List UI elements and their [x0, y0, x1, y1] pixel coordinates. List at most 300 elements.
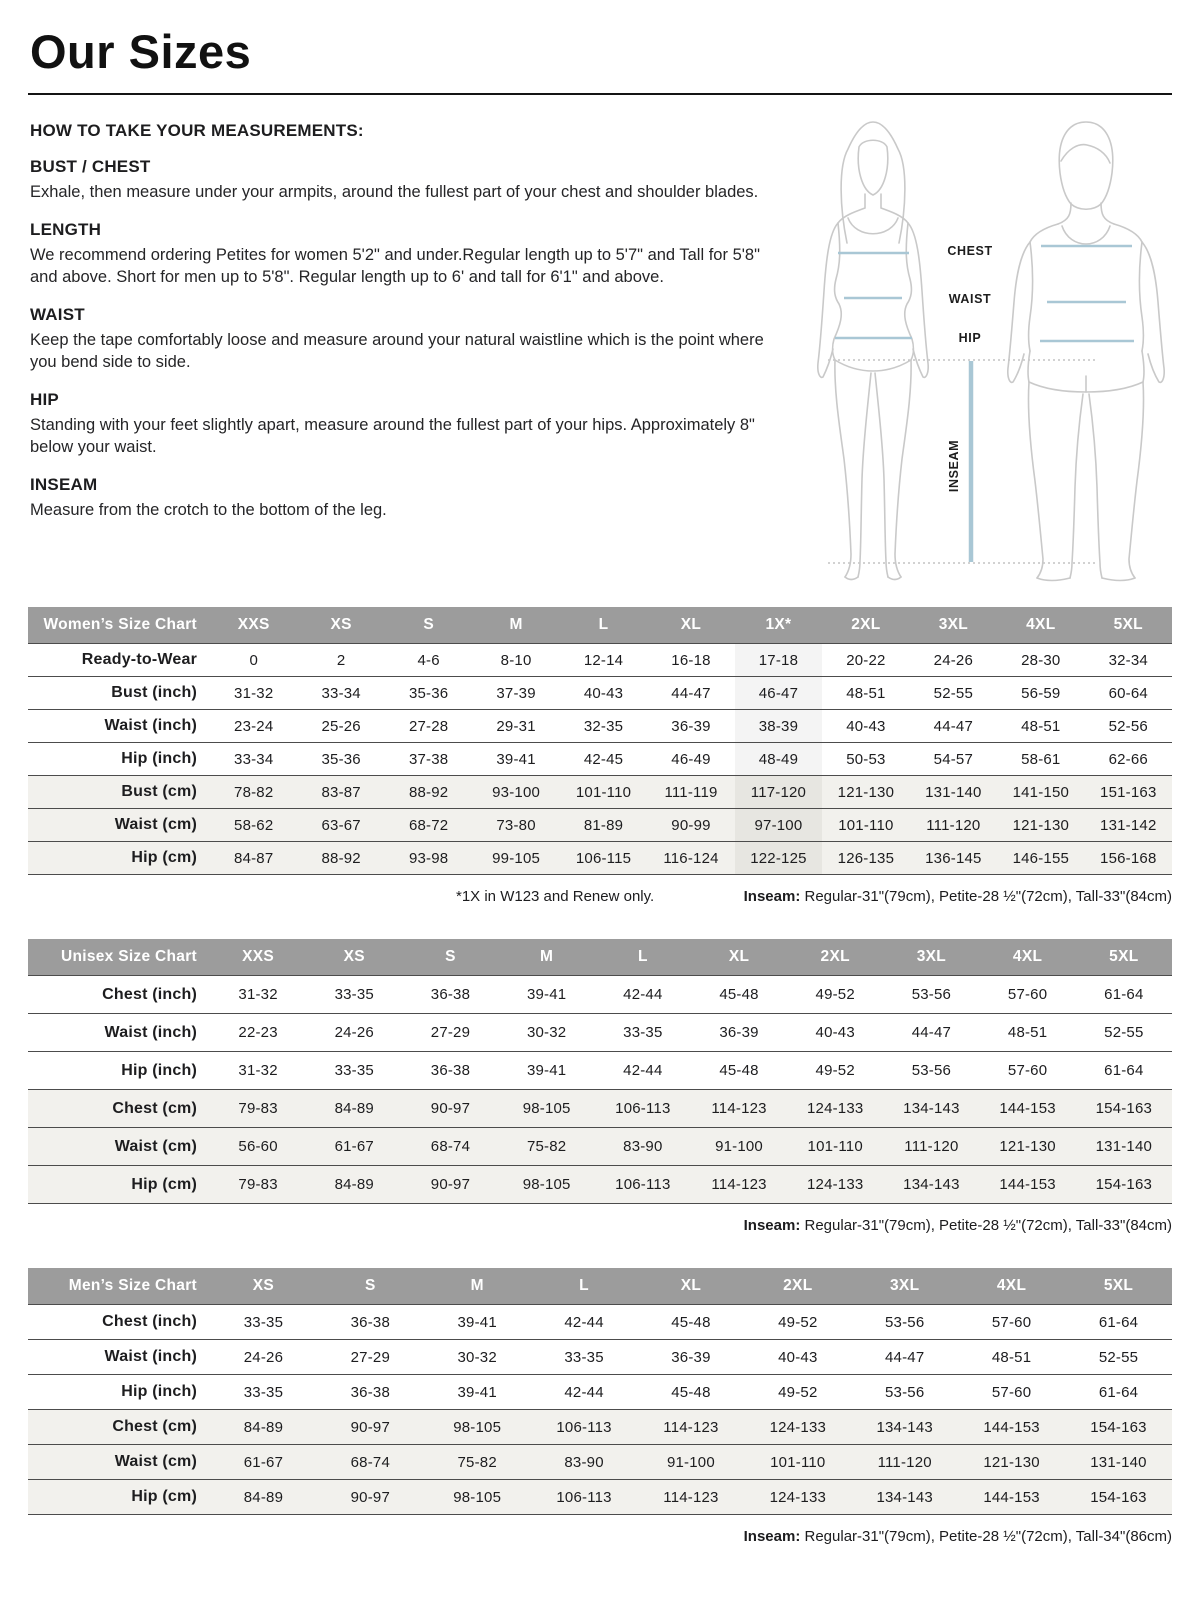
size-cell: 48-51	[980, 1014, 1076, 1052]
size-cell: 121-130	[980, 1128, 1076, 1166]
size-cell: 90-99	[647, 809, 734, 842]
size-cell: 52-55	[1076, 1014, 1172, 1052]
size-cell: 154-163	[1076, 1090, 1172, 1128]
size-cell: 58-61	[997, 743, 1084, 776]
size-cell: 53-56	[883, 976, 979, 1014]
table-row	[28, 1052, 1172, 1090]
size-cell: 40-43	[560, 677, 647, 710]
inseam-footnote-text: Regular-31"(79cm), Petite-28 ½"(72cm), Tall-34"(86cm)	[800, 1528, 1172, 1545]
instruction-body: Keep the tape comfortably loose and measure around your natural waistline which is the point where you bend side to side.	[30, 330, 764, 371]
table-row	[28, 809, 1172, 842]
size-cell: 28-30	[997, 644, 1084, 677]
size-cell: 52-55	[1065, 1340, 1172, 1375]
size-cell: 90-97	[402, 1090, 498, 1128]
size-cell: 54-57	[910, 743, 997, 776]
size-cell: 114-123	[691, 1090, 787, 1128]
size-cell: 39-41	[424, 1305, 531, 1340]
size-cell: 38-39	[735, 710, 822, 743]
size-cell: 44-47	[647, 677, 734, 710]
size-cell: 134-143	[883, 1166, 979, 1204]
size-column-header: L	[531, 1268, 638, 1305]
instruction-title: LENGTH	[30, 219, 102, 239]
size-cell: 52-55	[910, 677, 997, 710]
size-cell: 36-38	[317, 1375, 424, 1410]
size-cell: 49-52	[787, 1052, 883, 1090]
size-cell: 40-43	[822, 710, 909, 743]
row-label: Hip (inch)	[28, 1375, 210, 1410]
size-cell: 98-105	[424, 1410, 531, 1445]
size-cell: 106-113	[595, 1166, 691, 1204]
size-cell: 78-82	[210, 776, 297, 809]
size-cell: 53-56	[851, 1375, 958, 1410]
size-cell: 53-56	[883, 1052, 979, 1090]
size-column-header: XS	[306, 939, 402, 976]
size-column-header: 2XL	[822, 607, 909, 644]
size-cell: 111-120	[851, 1445, 958, 1480]
table-title: Unisex Size Chart	[28, 939, 210, 976]
table-row	[28, 1375, 1172, 1410]
row-label: Bust (inch)	[28, 677, 210, 710]
size-cell: 93-98	[385, 842, 472, 875]
instruction-title: HIP	[30, 389, 59, 409]
size-cell: 131-142	[1085, 809, 1172, 842]
size-column-header: 4XL	[980, 939, 1076, 976]
size-column-header: 4XL	[997, 607, 1084, 644]
size-column-header: M	[424, 1268, 531, 1305]
instruction-inseam	[28, 475, 788, 522]
size-cell: 27-29	[402, 1014, 498, 1052]
size-column-header: 3XL	[910, 607, 997, 644]
size-cell: 33-35	[306, 1052, 402, 1090]
measurement-diagram	[788, 111, 1168, 593]
size-column-header: XXS	[210, 607, 297, 644]
size-cell: 144-153	[980, 1090, 1076, 1128]
size-cell: 84-87	[210, 842, 297, 875]
size-cell: 106-113	[531, 1480, 638, 1515]
size-cell: 124-133	[787, 1166, 883, 1204]
size-cell: 42-44	[531, 1305, 638, 1340]
size-cell: 27-29	[317, 1340, 424, 1375]
size-cell: 98-105	[499, 1090, 595, 1128]
size-cell: 0	[210, 644, 297, 677]
size-cell: 36-38	[402, 1052, 498, 1090]
size-cell: 136-145	[910, 842, 997, 875]
size-cell: 121-130	[958, 1445, 1065, 1480]
size-cell: 39-41	[499, 976, 595, 1014]
size-cell: 61-67	[210, 1445, 317, 1480]
size-cell: 33-35	[210, 1375, 317, 1410]
size-cell: 25-26	[297, 710, 384, 743]
size-column-header: XL	[647, 607, 734, 644]
size-cell: 46-49	[647, 743, 734, 776]
size-cell: 48-51	[997, 710, 1084, 743]
size-column-header: S	[385, 607, 472, 644]
size-cell: 79-83	[210, 1166, 306, 1204]
size-column-header: 3XL	[883, 939, 979, 976]
size-cell: 154-163	[1065, 1480, 1172, 1515]
size-cell: 61-64	[1076, 1052, 1172, 1090]
size-cell: 75-82	[424, 1445, 531, 1480]
spacer	[28, 1244, 1172, 1254]
size-cell: 58-62	[210, 809, 297, 842]
size-cell: 35-36	[297, 743, 384, 776]
header-row	[28, 607, 1172, 644]
row-label: Waist (cm)	[28, 1445, 210, 1480]
size-cell: 42-44	[595, 1052, 691, 1090]
size-cell: 39-41	[472, 743, 559, 776]
size-cell: 121-130	[997, 809, 1084, 842]
size-cell: 44-47	[851, 1340, 958, 1375]
row-label: Waist (inch)	[28, 710, 210, 743]
size-cell: 90-97	[317, 1480, 424, 1515]
row-label: Chest (inch)	[28, 1305, 210, 1340]
size-cell: 56-59	[997, 677, 1084, 710]
size-cell: 61-67	[306, 1128, 402, 1166]
size-cell: 101-110	[787, 1128, 883, 1166]
size-cell: 36-39	[638, 1340, 745, 1375]
header-row	[28, 1268, 1172, 1305]
instruction-body: Measure from the crotch to the bottom of the leg.	[30, 500, 387, 519]
size-cell: 73-80	[472, 809, 559, 842]
size-cell: 50-53	[822, 743, 909, 776]
size-cell: 151-163	[1085, 776, 1172, 809]
size-column-header: 2XL	[787, 939, 883, 976]
size-cell: 141-150	[997, 776, 1084, 809]
size-column-header: 3XL	[851, 1268, 958, 1305]
size-cell: 23-24	[210, 710, 297, 743]
row-label: Ready-to-Wear	[28, 644, 210, 677]
size-cell: 44-47	[883, 1014, 979, 1052]
size-column-header: XS	[210, 1268, 317, 1305]
table-row	[28, 1014, 1172, 1052]
size-cell: 46-47	[735, 677, 822, 710]
size-column-header: XL	[691, 939, 787, 976]
table-row	[28, 710, 1172, 743]
inseam-footnote	[744, 1528, 1172, 1545]
size-column-header: 5XL	[1065, 1268, 1172, 1305]
size-cell: 31-32	[210, 1052, 306, 1090]
size-cell: 68-74	[317, 1445, 424, 1480]
size-cell: 83-90	[595, 1128, 691, 1166]
size-cell: 122-125	[735, 842, 822, 875]
female-figure-icon	[818, 122, 928, 580]
size-cell: 68-72	[385, 809, 472, 842]
table-row	[28, 1166, 1172, 1204]
row-label: Waist (inch)	[28, 1014, 210, 1052]
size-cell: 99-105	[472, 842, 559, 875]
size-cell: 27-28	[385, 710, 472, 743]
size-cell: 111-119	[647, 776, 734, 809]
row-label: Hip (cm)	[28, 1166, 210, 1204]
size-cell: 154-163	[1065, 1410, 1172, 1445]
inseam-footnote-text: Regular-31"(79cm), Petite-28 ½"(72cm), Tall-33"(84cm)	[800, 1217, 1172, 1234]
size-cell: 111-120	[883, 1128, 979, 1166]
size-cell: 42-44	[531, 1375, 638, 1410]
size-cell: 48-51	[822, 677, 909, 710]
size-cell: 114-123	[638, 1410, 745, 1445]
size-cell: 63-67	[297, 809, 384, 842]
size-cell: 36-39	[647, 710, 734, 743]
size-cell: 68-74	[402, 1128, 498, 1166]
size-cell: 124-133	[787, 1090, 883, 1128]
table-row	[28, 776, 1172, 809]
size-cell: 156-168	[1085, 842, 1172, 875]
instruction-bust-chest	[28, 157, 788, 204]
size-cell: 49-52	[744, 1375, 851, 1410]
size-cell: 48-49	[735, 743, 822, 776]
size-cell: 39-41	[499, 1052, 595, 1090]
size-cell: 35-36	[385, 677, 472, 710]
size-cell: 48-51	[958, 1340, 1065, 1375]
size-cell: 90-97	[317, 1410, 424, 1445]
size-cell: 84-89	[210, 1480, 317, 1515]
size-cell: 33-35	[595, 1014, 691, 1052]
instruction-waist	[28, 305, 788, 374]
size-column-header: M	[499, 939, 595, 976]
inseam-footnote	[744, 888, 1172, 905]
mens-chart-footnotes	[28, 1528, 1172, 1545]
size-column-header: XS	[297, 607, 384, 644]
womens-chart-footnotes	[28, 888, 1172, 905]
instruction-body: Exhale, then measure under your armpits, around the fullest part of your chest and shoulder blades.	[30, 183, 759, 201]
size-cell: 154-163	[1076, 1166, 1172, 1204]
size-cell: 24-26	[210, 1340, 317, 1375]
size-column-header: 1X*	[735, 607, 822, 644]
size-cell: 45-48	[691, 976, 787, 1014]
row-label: Waist (inch)	[28, 1340, 210, 1375]
size-cell: 24-26	[306, 1014, 402, 1052]
instruction-body: Standing with your feet slightly apart, measure around the fullest part of your hips. Approximately 8" below your waist.	[30, 415, 755, 456]
table-row	[28, 644, 1172, 677]
instruction-title: BUST / CHEST	[30, 157, 151, 176]
table-row	[28, 1128, 1172, 1166]
size-cell: 98-105	[499, 1166, 595, 1204]
size-cell: 16-18	[647, 644, 734, 677]
size-cell: 33-35	[210, 1305, 317, 1340]
size-cell: 37-38	[385, 743, 472, 776]
size-cell: 121-130	[822, 776, 909, 809]
size-cell: 33-34	[297, 677, 384, 710]
size-cell: 12-14	[560, 644, 647, 677]
size-cell: 29-31	[472, 710, 559, 743]
table-row	[28, 1090, 1172, 1128]
size-cell: 106-113	[531, 1410, 638, 1445]
size-column-header: L	[595, 939, 691, 976]
row-label: Chest (cm)	[28, 1410, 210, 1445]
size-cell: 20-22	[822, 644, 909, 677]
size-cell: 32-35	[560, 710, 647, 743]
page-title: Our Sizes	[30, 25, 252, 78]
table-title: Men’s Size Chart	[28, 1268, 210, 1305]
size-cell: 49-52	[787, 976, 883, 1014]
body-figures-illustration	[788, 111, 1168, 593]
size-cell: 131-140	[1065, 1445, 1172, 1480]
size-cell: 106-115	[560, 842, 647, 875]
size-cell: 84-89	[306, 1090, 402, 1128]
measurements-section	[28, 111, 1172, 593]
size-cell: 83-90	[531, 1445, 638, 1480]
size-cell: 42-44	[595, 976, 691, 1014]
size-cell: 93-100	[472, 776, 559, 809]
size-cell: 33-35	[306, 976, 402, 1014]
size-cell: 61-64	[1065, 1305, 1172, 1340]
size-cell: 134-143	[851, 1480, 958, 1515]
size-cell: 45-48	[691, 1052, 787, 1090]
inseam-footnote-label: Inseam:	[743, 888, 801, 905]
size-cell: 60-64	[1085, 677, 1172, 710]
size-cell: 116-124	[647, 842, 734, 875]
row-label: Chest (cm)	[28, 1090, 210, 1128]
row-label: Bust (cm)	[28, 776, 210, 809]
size-cell: 22-23	[210, 1014, 306, 1052]
table-row	[28, 743, 1172, 776]
size-cell: 114-123	[638, 1480, 745, 1515]
title-divider	[28, 93, 1172, 95]
male-figure-icon	[1008, 122, 1164, 581]
size-column-header: S	[402, 939, 498, 976]
size-cell: 36-38	[402, 976, 498, 1014]
row-label: Waist (cm)	[28, 1128, 210, 1166]
size-cell: 81-89	[560, 809, 647, 842]
size-column-header: XL	[638, 1268, 745, 1305]
size-cell: 57-60	[980, 976, 1076, 1014]
size-column-header: S	[317, 1268, 424, 1305]
size-cell: 24-26	[910, 644, 997, 677]
size-cell: 88-92	[385, 776, 472, 809]
size-cell: 33-34	[210, 743, 297, 776]
row-label: Hip (cm)	[28, 842, 210, 875]
instruction-length	[28, 220, 788, 289]
size-cell: 124-133	[744, 1410, 851, 1445]
unisex-size-chart	[28, 939, 1172, 1204]
size-cell: 45-48	[638, 1375, 745, 1410]
size-cell: 17-18	[735, 644, 822, 677]
size-cell: 144-153	[958, 1480, 1065, 1515]
size-cell: 83-87	[297, 776, 384, 809]
table-row	[28, 842, 1172, 875]
size-column-header: 5XL	[1085, 607, 1172, 644]
size-cell: 32-34	[1085, 644, 1172, 677]
measurement-instructions	[28, 111, 788, 593]
hip-label: HIP	[958, 331, 982, 345]
size-cell: 117-120	[735, 776, 822, 809]
1x-footnote: *1X in W123 and Renew only.	[456, 888, 655, 905]
size-cell: 45-48	[638, 1305, 745, 1340]
size-cell: 61-64	[1076, 976, 1172, 1014]
size-cell: 40-43	[744, 1340, 851, 1375]
size-cell: 101-110	[822, 809, 909, 842]
unisex-chart-footnotes	[28, 1217, 1172, 1234]
size-cell: 62-66	[1085, 743, 1172, 776]
instruction-title: WAIST	[30, 304, 85, 324]
size-cell: 8-10	[472, 644, 559, 677]
size-cell: 31-32	[210, 976, 306, 1014]
size-cell: 134-143	[883, 1090, 979, 1128]
size-cell: 44-47	[910, 710, 997, 743]
inseam-footnote-text: Regular-31"(79cm), Petite-28 ½"(72cm), Tall-33"(84cm)	[800, 888, 1172, 905]
instructions-heading: HOW TO TAKE YOUR MEASUREMENTS:	[30, 121, 364, 140]
inseam-label: INSEAM	[947, 439, 961, 493]
size-cell: 52-56	[1085, 710, 1172, 743]
size-cell: 101-110	[744, 1445, 851, 1480]
size-cell: 39-41	[424, 1375, 531, 1410]
size-cell: 57-60	[958, 1305, 1065, 1340]
row-label: Waist (cm)	[28, 809, 210, 842]
size-cell: 36-39	[691, 1014, 787, 1052]
inseam-footnote-label: Inseam:	[743, 1217, 801, 1234]
size-cell: 31-32	[210, 677, 297, 710]
size-cell: 91-100	[691, 1128, 787, 1166]
table-row	[28, 976, 1172, 1014]
instruction-hip	[28, 390, 788, 459]
size-cell: 2	[297, 644, 384, 677]
size-cell: 4-6	[385, 644, 472, 677]
instruction-body: We recommend ordering Petites for women 5'2" and under.Regular length up to 5'7" and Tall for 5'8" and above. Short for men up to 5'8". Regular length up to 6' and tall for 6'1" and above.	[30, 245, 760, 286]
table-row	[28, 1305, 1172, 1340]
instruction-title: INSEAM	[30, 474, 98, 494]
table-row	[28, 1445, 1172, 1480]
size-cell: 90-97	[402, 1166, 498, 1204]
row-label: Hip (inch)	[28, 743, 210, 776]
size-cell: 91-100	[638, 1445, 745, 1480]
row-label: Hip (inch)	[28, 1052, 210, 1090]
size-cell: 106-113	[595, 1090, 691, 1128]
size-cell: 84-89	[210, 1410, 317, 1445]
size-column-header: XXS	[210, 939, 306, 976]
size-cell: 131-140	[1076, 1128, 1172, 1166]
size-cell: 30-32	[499, 1014, 595, 1052]
size-cell: 98-105	[424, 1480, 531, 1515]
size-cell: 144-153	[958, 1410, 1065, 1445]
size-column-header: M	[472, 607, 559, 644]
size-cell: 61-64	[1065, 1375, 1172, 1410]
spacer	[28, 915, 1172, 925]
size-cell: 134-143	[851, 1410, 958, 1445]
row-label: Hip (cm)	[28, 1480, 210, 1515]
inseam-footnote	[744, 1217, 1172, 1234]
size-cell: 144-153	[980, 1166, 1076, 1204]
size-column-header: L	[560, 607, 647, 644]
mens-size-chart	[28, 1268, 1172, 1515]
size-column-header: 2XL	[744, 1268, 851, 1305]
size-cell: 49-52	[744, 1305, 851, 1340]
womens-size-chart	[28, 607, 1172, 875]
size-cell: 75-82	[499, 1128, 595, 1166]
size-cell: 97-100	[735, 809, 822, 842]
size-cell: 36-38	[317, 1305, 424, 1340]
size-column-header: 4XL	[958, 1268, 1065, 1305]
table-row	[28, 1340, 1172, 1375]
size-cell: 79-83	[210, 1090, 306, 1128]
table-title: Women’s Size Chart	[28, 607, 210, 644]
table-row	[28, 1410, 1172, 1445]
size-cell: 84-89	[306, 1166, 402, 1204]
size-cell: 57-60	[958, 1375, 1065, 1410]
table-row	[28, 1480, 1172, 1515]
size-cell: 124-133	[744, 1480, 851, 1515]
inseam-footnote-label: Inseam:	[743, 1528, 801, 1545]
size-column-header: 5XL	[1076, 939, 1172, 976]
size-cell: 101-110	[560, 776, 647, 809]
size-cell: 37-39	[472, 677, 559, 710]
size-cell: 114-123	[691, 1166, 787, 1204]
header-row	[28, 939, 1172, 976]
size-cell: 126-135	[822, 842, 909, 875]
size-cell: 131-140	[910, 776, 997, 809]
table-row	[28, 677, 1172, 710]
size-cell: 57-60	[980, 1052, 1076, 1090]
chest-label: CHEST	[947, 244, 993, 258]
